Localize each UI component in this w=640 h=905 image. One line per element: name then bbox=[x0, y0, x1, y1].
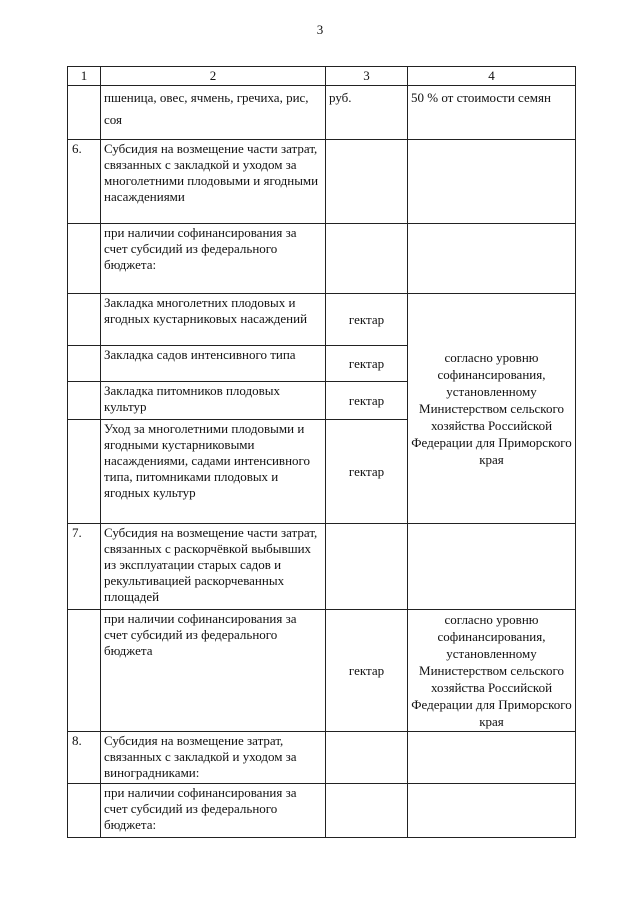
table-row bbox=[68, 784, 576, 838]
table-row bbox=[68, 732, 576, 784]
row-number bbox=[68, 382, 101, 420]
row-number bbox=[68, 610, 101, 732]
section-6-item-4-unit: гектар bbox=[326, 420, 408, 524]
section-6-rate: согласно уровню софинансирования, установленному Министерством сельского хозяйства Российской Федерации для Приморского края bbox=[408, 294, 576, 524]
row-number bbox=[68, 86, 101, 140]
section-6-cofin: при наличии софинансирования за счет субсидий из федерального бюджета: bbox=[101, 224, 326, 294]
section-6-title: Субсидия на возмещение части затрат, связанных с закладкой и уходом за многолетними плодовыми и ягодными насаждениями bbox=[101, 140, 326, 224]
table-row bbox=[68, 294, 576, 346]
section-7-rate: согласно уровню софинансирования, установленному Министерством сельского хозяйства Российской Федерации для Приморского края bbox=[408, 610, 576, 732]
section-7-number: 7. bbox=[68, 524, 101, 610]
header-col-1: 1 bbox=[68, 67, 101, 86]
header-col-3: 3 bbox=[326, 67, 408, 86]
header-col-2: 2 bbox=[101, 67, 326, 86]
section-6-item-1: Закладка многолетних плодовых и ягодных кустарниковых насаждений bbox=[101, 294, 326, 346]
subsidy-table bbox=[67, 66, 576, 838]
seeds-unit: руб. bbox=[326, 86, 408, 140]
row-number bbox=[68, 784, 101, 838]
section-7-title: Субсидия на возмещение части затрат, связанных с раскорчёвкой выбывших из эксплуатации старых садов и рекультивацией раскорчеванных площадей bbox=[101, 524, 326, 610]
section-7-cofin: при наличии софинансирования за счет субсидий из федерального бюджета bbox=[101, 610, 326, 732]
section-6-item-1-unit: гектар bbox=[326, 294, 408, 346]
row-number bbox=[68, 294, 101, 346]
section-7-unit: гектар bbox=[326, 610, 408, 732]
section-6-rate-empty bbox=[408, 140, 576, 224]
section-6-item-3-unit: гектар bbox=[326, 382, 408, 420]
section-6-item-2-unit: гектар bbox=[326, 346, 408, 382]
header-col-4: 4 bbox=[408, 67, 576, 86]
table-row bbox=[68, 86, 576, 140]
seeds-text: пшеница, овес, ячмень, гречиха, рис, соя bbox=[101, 86, 326, 140]
section-8-title: Субсидия на возмещение затрат, связанных с закладкой и уходом за виноградниками: bbox=[101, 732, 326, 784]
table-row bbox=[68, 610, 576, 732]
section-8-cofin: при наличии софинансирования за счет субсидий из федерального бюджета: bbox=[101, 784, 326, 838]
table-row bbox=[68, 524, 576, 610]
section-6-item-4: Уход за многолетними плодовыми и ягодными кустарниковыми насаждениями, садами интенсивного типа, питомниками плодовых и ягодных культур bbox=[101, 420, 326, 524]
table-header-row bbox=[68, 67, 576, 86]
section-6-item-2: Закладка садов интенсивного типа bbox=[101, 346, 326, 382]
section-6-item-3: Закладка питомников плодовых культур bbox=[101, 382, 326, 420]
table-row bbox=[68, 140, 576, 224]
section-6-unit-empty bbox=[326, 140, 408, 224]
row-number bbox=[68, 224, 101, 294]
table-row bbox=[68, 224, 576, 294]
section-6-number: 6. bbox=[68, 140, 101, 224]
row-number bbox=[68, 346, 101, 382]
section-8-number: 8. bbox=[68, 732, 101, 784]
page-number: 3 bbox=[316, 22, 324, 37]
row-number bbox=[68, 420, 101, 524]
seeds-rate: 50 % от стоимости семян bbox=[408, 86, 576, 140]
